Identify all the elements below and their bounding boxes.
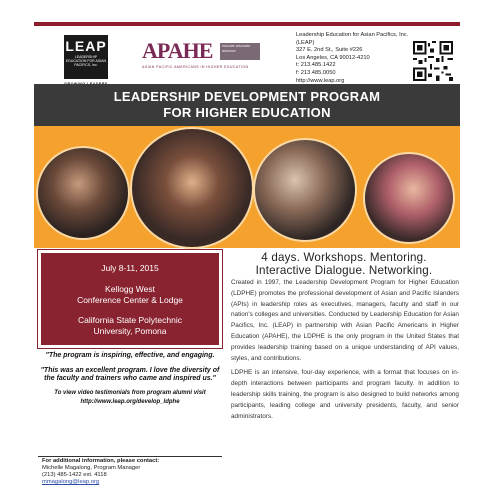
- top-accent-bar: [34, 22, 460, 26]
- photo-hands-together: [130, 127, 254, 249]
- divider: [38, 456, 222, 457]
- photo-workshop-table: [253, 138, 357, 242]
- video-testimonials-link[interactable]: http://www.leap.org/develop_ldphe: [80, 399, 180, 406]
- program-highlights-headline: 4 days. Workshops. Mentoring. Interactive Dialogue. Networking.: [255, 251, 433, 277]
- event-details-panel: July 8-11, 2015 Kellogg West Conference Center & Lodge California State Polytechnic University, Pomona: [38, 250, 222, 348]
- testimonial-quote: "This was an excellent program. I love the diversity of the faculty and trainers who came and inspired us.": [40, 366, 220, 383]
- testimonials: "The program is inspiring, effective, and engaging. "This was an excellent program. I love the diversity of the faculty and trainers who came and inspired us." To view video testimonials from program alumni visit http://www.leap.org/develop_ldphe: [38, 352, 222, 407]
- flyer: [34, 22, 460, 485]
- photo-collage: [34, 126, 460, 248]
- contact-block: Leadership Education for Asian Pacifics, Inc. (LEAP) 327 E. 2nd St., Suite #226 Los Angeles, CA 90012-4210 t: 213.485.1422 f: 213.485.0050 http://www.leap.org: [296, 32, 416, 85]
- qr-code-icon[interactable]: [413, 41, 453, 81]
- event-dates: July 8-11, 2015: [101, 263, 159, 273]
- email-link[interactable]: mmagalong@leap.org: [42, 479, 100, 485]
- contact-footer: For additional information, please contact: Michelle Magalong, Program Manager (213) 485-1422 ext. 4118 mmagalong@leap.org: [42, 458, 222, 486]
- leap-logo: LEAP LEADERSHIP EDUCATION FOR ASIAN PACIFICS, Inc.: [64, 35, 108, 79]
- photo-smiling-participant: [363, 152, 455, 244]
- description-paragraph: Created in 1997, the Leadership Development Program for Higher Education (LDPHE) promotes the professional development of Asian and Pacific Islanders (APIs) in leadership roles as executives, managers, faculty and staff in our nation's colleges and universities. Conducted by Leadership Education for Asian Pacifics, Inc. (LEAP) in partnership with Asian Pacific Americans in Higher Education (APAHE), the LDPHE is the only program in the United States that provides leadership training based on a unique understanding of API values, styles, and contributions.: [231, 279, 459, 362]
- photo-participants-group: [36, 146, 130, 240]
- testimonial-quote: "The program is inspiring, effective, and engaging.: [45, 352, 215, 359]
- apahe-logo: APAHE educate advocate advance ASIAN PACIFIC AMERICANS IN HIGHER EDUCATION: [142, 40, 262, 72]
- description-paragraph: LDPHE is an intensive, four-day experience, with a format that focuses on in-depth interactions between participants and program faculty. In addition to leadership skills training, the program is also designed to build networks among participants, leading college and university presidents, faculty, and senior administrators.: [231, 369, 459, 420]
- program-description: [231, 278, 459, 426]
- website-link[interactable]: http://www.leap.org: [296, 77, 345, 84]
- apahe-tagline-box: educate advocate advance: [220, 43, 260, 60]
- program-title: LEADERSHIP DEVELOPMENT PROGRAM FOR HIGHER EDUCATION: [34, 84, 460, 126]
